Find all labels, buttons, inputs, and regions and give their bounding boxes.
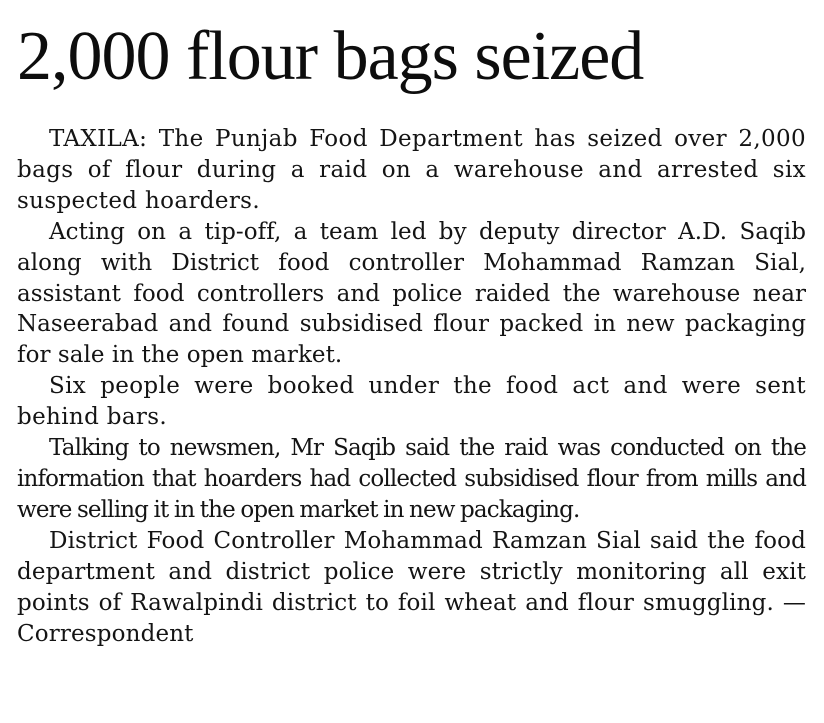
- article-body: [17, 124, 806, 649]
- paragraph-director-statement: Talking to newsmen, Mr Saqib said the raid was conducted on the information that hoarders had collected subsidised flour from mills and were selling it in the open market in new packaging.: [17, 435, 806, 523]
- paragraph-raid-details: Acting on a tip-off, a team led by deputy director A.D. Saqib along with District food controller Mohammad Ramzan Sial, assistant food controllers and police raided the warehouse near Naseerabad and found subsidised flour packed in new packaging for sale in the open market.: [17, 218, 806, 369]
- headline: 2,000 flour bags seized: [17, 18, 644, 95]
- paragraph-controller-statement: District Food Controller Mohammad Ramzan Sial said the food department and district police were strictly monitoring all exit points of Rawalpindi district to foil wheat and flour smuggling. — Correspondent: [17, 527, 806, 647]
- paragraph-arrests: Six people were booked under the food act and were sent behind bars.: [17, 373, 806, 431]
- paragraph-intro: TAXILA: The Punjab Food Department has seized over 2,000 bags of flour during a raid on a warehouse and arrested six suspected hoarders.: [17, 126, 806, 214]
